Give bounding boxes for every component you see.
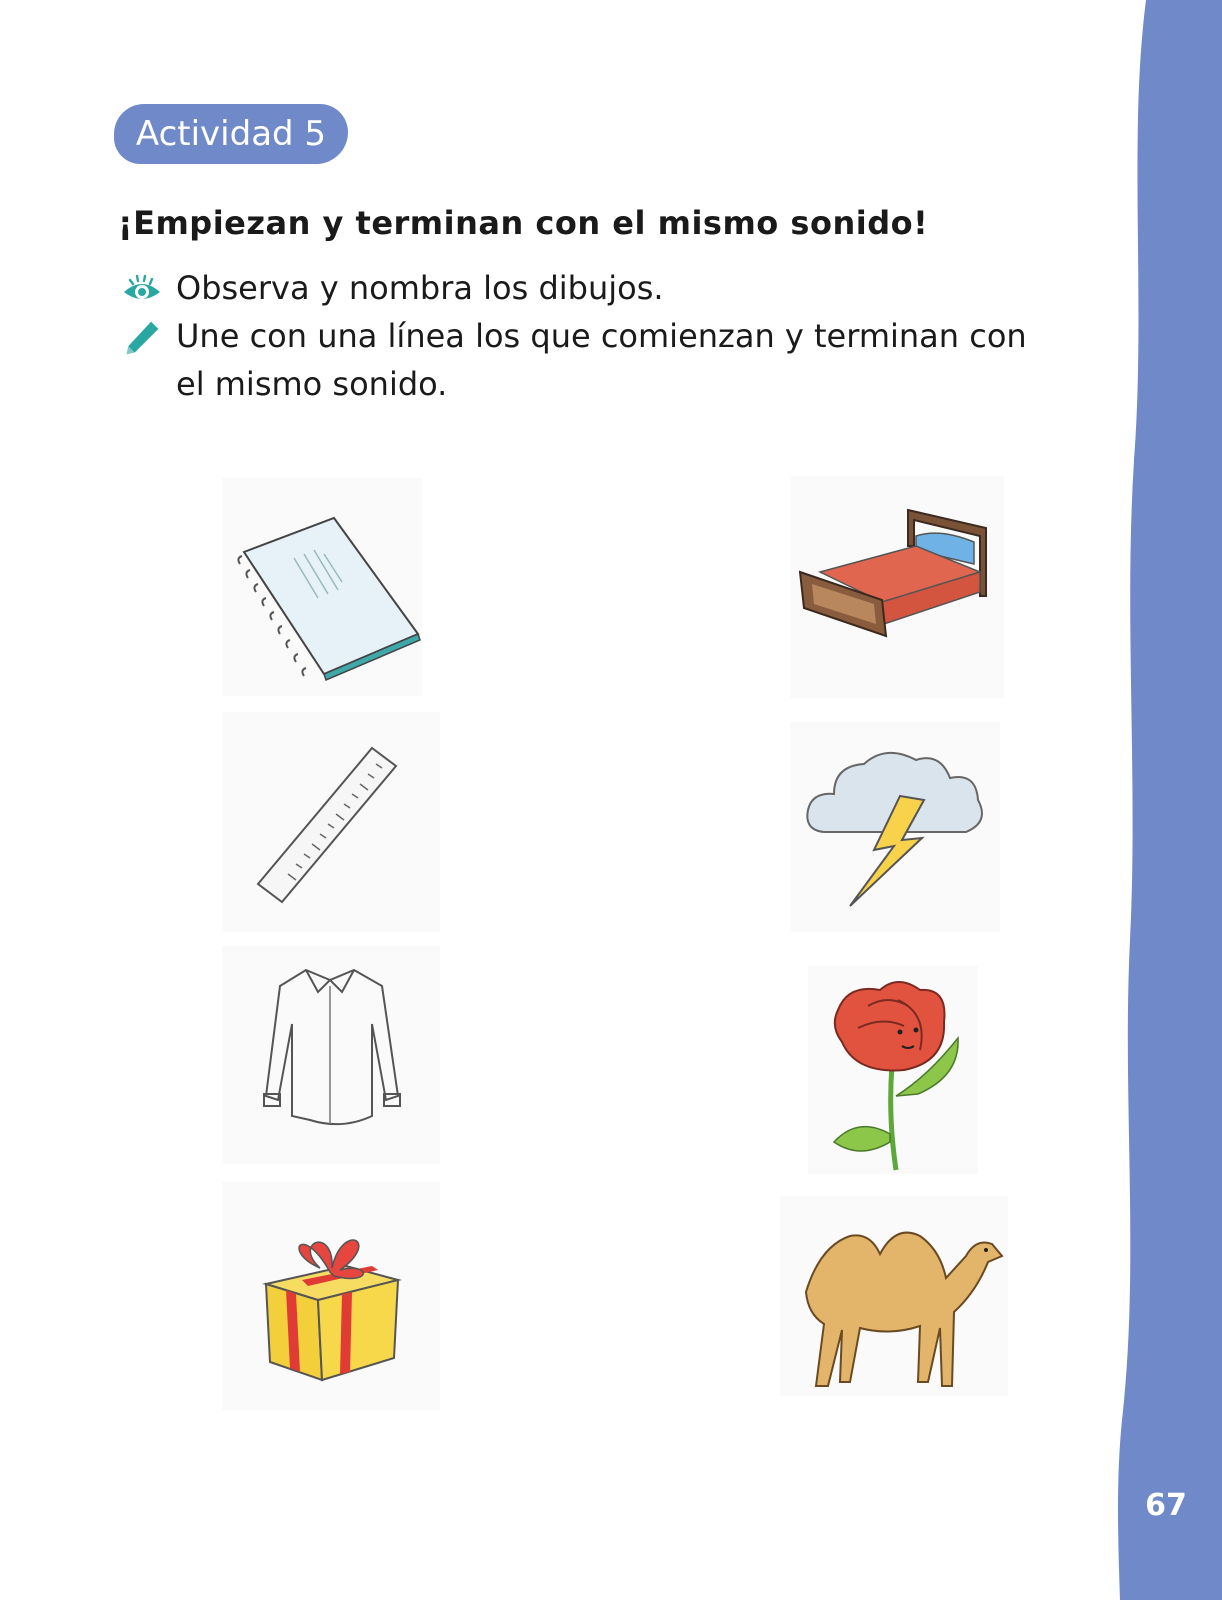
shirt-icon (222, 946, 440, 1164)
gift-icon (222, 1182, 440, 1410)
instruction-text: Observa y nombra los dibujos. (176, 269, 664, 307)
pencil-icon (120, 318, 164, 358)
eye-icon (120, 270, 164, 310)
instruction-text: Une con una línea los que comienzan y terminan con el mismo sonido. (176, 317, 1027, 403)
page-title: ¡Empiezan y terminan con el mismo sonido! (118, 204, 929, 242)
activity-badge: Actividad 5 (114, 104, 348, 164)
gift-picture[interactable] (222, 1182, 440, 1410)
rose-picture[interactable] (808, 966, 978, 1174)
notebook-picture[interactable] (222, 478, 422, 696)
shirt-picture[interactable] (222, 946, 440, 1164)
page-number: 67 (1145, 1488, 1187, 1523)
bed-picture[interactable] (790, 476, 1004, 698)
bed-icon (790, 476, 1004, 698)
notebook-icon (222, 478, 422, 696)
camel-icon (780, 1196, 1008, 1396)
camel-picture[interactable] (780, 1196, 1008, 1396)
storm-cloud-icon (790, 722, 1000, 932)
ruler-picture[interactable] (222, 712, 440, 932)
rose-icon (808, 966, 978, 1174)
storm-picture[interactable] (790, 722, 1000, 932)
ruler-icon (222, 712, 440, 932)
